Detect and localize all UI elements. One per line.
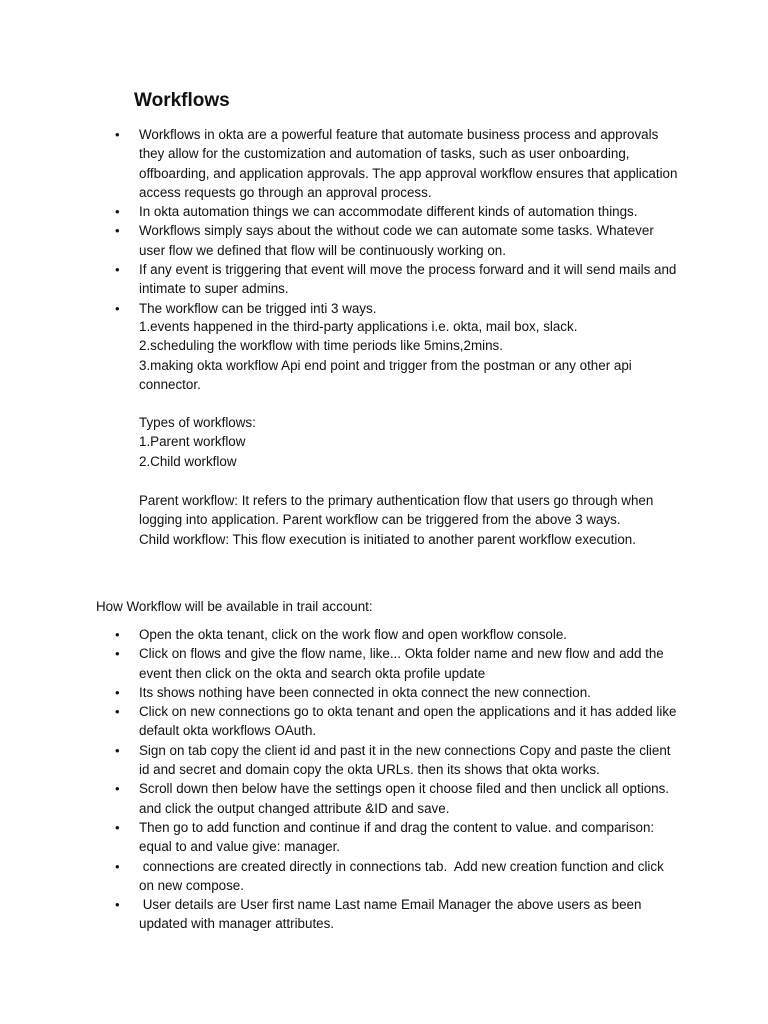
list-item: [0, 857, 679, 896]
trigger-way: 1.events happened in the third-party applications i.e. okta, mail box, slack.: [139, 319, 578, 334]
list-item-text: Workflows in okta are a powerful feature that automate business process and approvals they allow for the customization and automation of tasks, such as user onboarding, offboarding, and application approvals. The app approval workflow ensures that application access requests go through an approval process.: [139, 127, 678, 200]
trigger-ways-block: [139, 317, 679, 394]
workflow-definitions-block: [139, 491, 679, 549]
page-title: Workflows: [134, 90, 230, 111]
list-item: [0, 299, 679, 318]
list-item-text: Workflows simply says about the without code we can automate some tasks. Whatever user flow we defined that flow will be continuously working on.: [139, 223, 654, 258]
workflow-type: 1.Parent workflow: [139, 434, 246, 450]
list-item: [0, 741, 679, 780]
list-item-text: If any event is triggering that event will move the process forward and it will send mails and intimate to super admins.: [139, 262, 677, 297]
list-item: [0, 125, 679, 202]
list-item: [0, 683, 679, 702]
bullet-icon: •: [115, 684, 120, 700]
list-item-text: User details are User first name Last name Email Manager the above users as been updated with manager attributes.: [139, 897, 646, 932]
list-item: [0, 895, 679, 934]
list-item: [0, 702, 679, 741]
bullet-icon: •: [115, 742, 120, 758]
list-item-text: In okta automation things we can accommodate different kinds of automation things.: [139, 204, 638, 220]
bullet-icon: •: [115, 897, 120, 913]
bullet-icon: •: [115, 223, 120, 239]
bullet-icon: •: [115, 781, 120, 797]
list-item-text: Click on flows and give the flow name, like... Okta folder name and new flow and add the event then click on the okta and search okta profile update: [139, 646, 664, 681]
bullet-icon: •: [115, 704, 120, 720]
trail-account-steps-list: [0, 625, 768, 934]
bullet-icon: •: [115, 127, 120, 142]
list-item-text: Scroll down then below have the settings open it choose filed and then unclick all options. and click the output changed attribute &ID and save.: [139, 781, 670, 816]
list-item-text: Its shows nothing have been connected in okta connect the new connection.: [139, 684, 591, 700]
bullet-icon: •: [115, 819, 120, 835]
list-item-text: Sign on tab copy the client id and past it in the new connections Copy and paste the client id and secret and domain copy the okta URLs. then its shows that okta works.: [139, 742, 671, 778]
bullet-icon: •: [115, 204, 120, 220]
list-item-text: connections are created directly in connections tab. Add new creation function and click on new compose.: [139, 858, 668, 893]
list-item-text: Then go to add function and continue if and drag the content to value. and comparison: equal to and value give: manager.: [139, 819, 655, 855]
overview-bullet-list: [0, 125, 768, 318]
list-item-text: Open the okta tenant, click on the work flow and open workflow console.: [139, 627, 567, 642]
list-item: [0, 625, 679, 644]
bullet-icon: •: [115, 262, 120, 278]
bullet-icon: •: [115, 300, 120, 316]
section-heading: How Workflow will be available in trail account:: [96, 599, 373, 614]
child-workflow-definition: Child workflow: This flow execution is initiated to another parent workflow execution.: [139, 531, 636, 547]
trigger-way: 2.scheduling the workflow with time periods like 5mins,2mins.: [139, 338, 503, 354]
bullet-icon: •: [115, 858, 120, 874]
list-item: [0, 202, 679, 221]
list-item: [0, 221, 679, 260]
list-item: [0, 779, 679, 818]
workflow-types-block: [139, 413, 679, 471]
list-item-text: Click on new connections go to okta tenant and open the applications and it has added like default okta workflows OAuth.: [139, 704, 677, 739]
list-item: [0, 818, 679, 857]
workflow-type: 2.Child workflow: [139, 453, 237, 469]
list-item-text: The workflow can be trigged inti 3 ways.: [139, 300, 377, 316]
bullet-icon: •: [115, 627, 120, 642]
list-item: [0, 260, 679, 299]
trigger-way: 3.making okta workflow Api end point and trigger from the postman or any other api connector.: [139, 357, 632, 392]
workflow-types-heading: Types of workflows:: [139, 415, 256, 430]
list-item: [0, 644, 679, 683]
parent-workflow-definition: Parent workflow: It refers to the primary authentication flow that users go through when logging into application. Parent workflow can be triggered from the above 3 ways.: [139, 493, 654, 528]
bullet-icon: •: [115, 646, 120, 662]
